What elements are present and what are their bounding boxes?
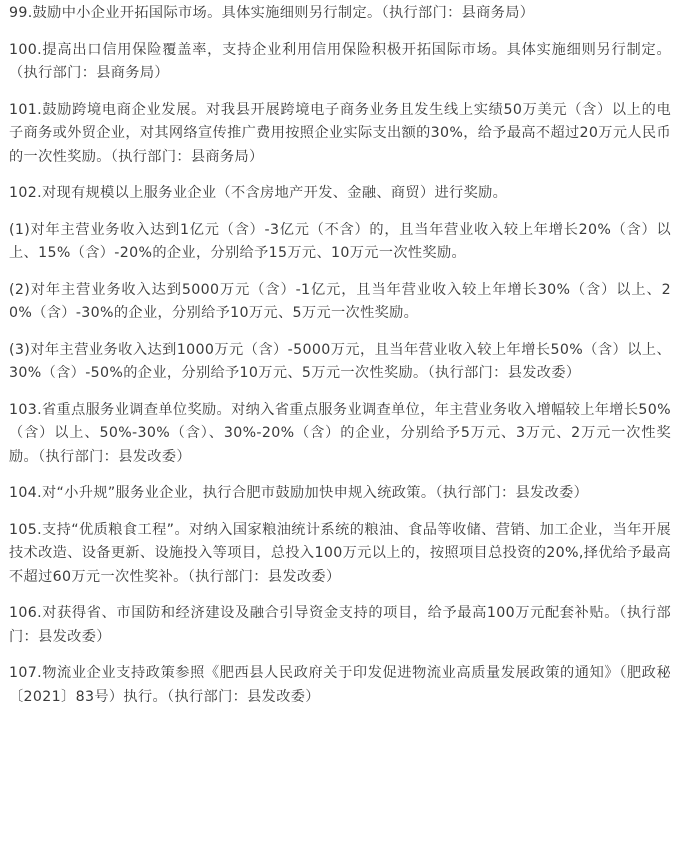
policy-item-107: 107.物流业企业支持政策参照《肥西县人民政府关于印发促进物流业高质量发展政策的通知》（肥政秘〔2021〕83号）执行。（执行部门：县发改委） <box>9 665 671 705</box>
policy-item-104: 104.对“小升规”服务业企业，执行合肥市鼓励加快申规入统政策。（执行部门：县发改委） <box>9 485 589 501</box>
policy-item-106: 106.对获得省、市国防和经济建设及融合引导资金支持的项目，给予最高100万元配套补贴。（执行部门：县发改委） <box>9 605 671 645</box>
policy-item-102-sub-3: (3)对年主营业务收入达到1000万元（含）-5000万元，且当年营业收入较上年增长50%（含）以上、30%（含）-50%的企业，分别给予10万元、5万元一次性奖励。（执行部门：县发改委） <box>9 341 671 381</box>
policy-item-102-sub-2: (2)对年主营业务收入达到5000万元（含）-1亿元，且当年营业收入较上年增长30%（含）以上、20%（含）-30%的企业，分别给予10万元、5万元一次性奖励。 <box>9 281 671 321</box>
policy-item-103: 103.省重点服务业调查单位奖励。对纳入省重点服务业调查单位，年主营业务收入增幅较上年增长50%（含）以上、50%-30%（含）、30%-20%（含）的企业，分别给予5万元、3万元、2万元一次性奖励。（执行部门：县发改委） <box>9 401 671 465</box>
policy-item-102: 102.对现有规模以上服务业企业（不含房地产开发、金融、商贸）进行奖励。 <box>9 185 508 201</box>
policy-item-101: 101.鼓励跨境电商企业发展。对我县开展跨境电子商务业务且发生线上实绩50万美元（含）以上的电子商务或外贸企业，对其网络宣传推广费用按照企业实际支出额的30%，给予最高不超过20万元人民币的一次性奖励。（执行部门：县商务局） <box>9 101 671 165</box>
policy-item-102-sub-1: (1)对年主营业务收入达到1亿元（含）-3亿元（不含）的，且当年营业收入较上年增长20%（含）以上、15%（含）-20%的企业，分别给予15万元、10万元一次性奖励。 <box>9 221 671 261</box>
policy-item-99: 99.鼓励中小企业开拓国际市场。具体实施细则另行制定。（执行部门：县商务局） <box>9 5 535 21</box>
policy-item-100: 100.提高出口信用保险覆盖率，支持企业利用信用保险积极开拓国际市场。具体实施细则另行制定。（执行部门：县商务局） <box>9 41 671 81</box>
policy-item-105: 105.支持“优质粮食工程”。对纳入国家粮油统计系统的粮油、食品等收储、营销、加工企业，当年开展技术改造、设备更新、设施投入等项目，总投入100万元以上的，按照项目总投资的20%,择优给予最高不超过60万元一次性奖补。（执行部门：县发改委） <box>9 521 671 585</box>
